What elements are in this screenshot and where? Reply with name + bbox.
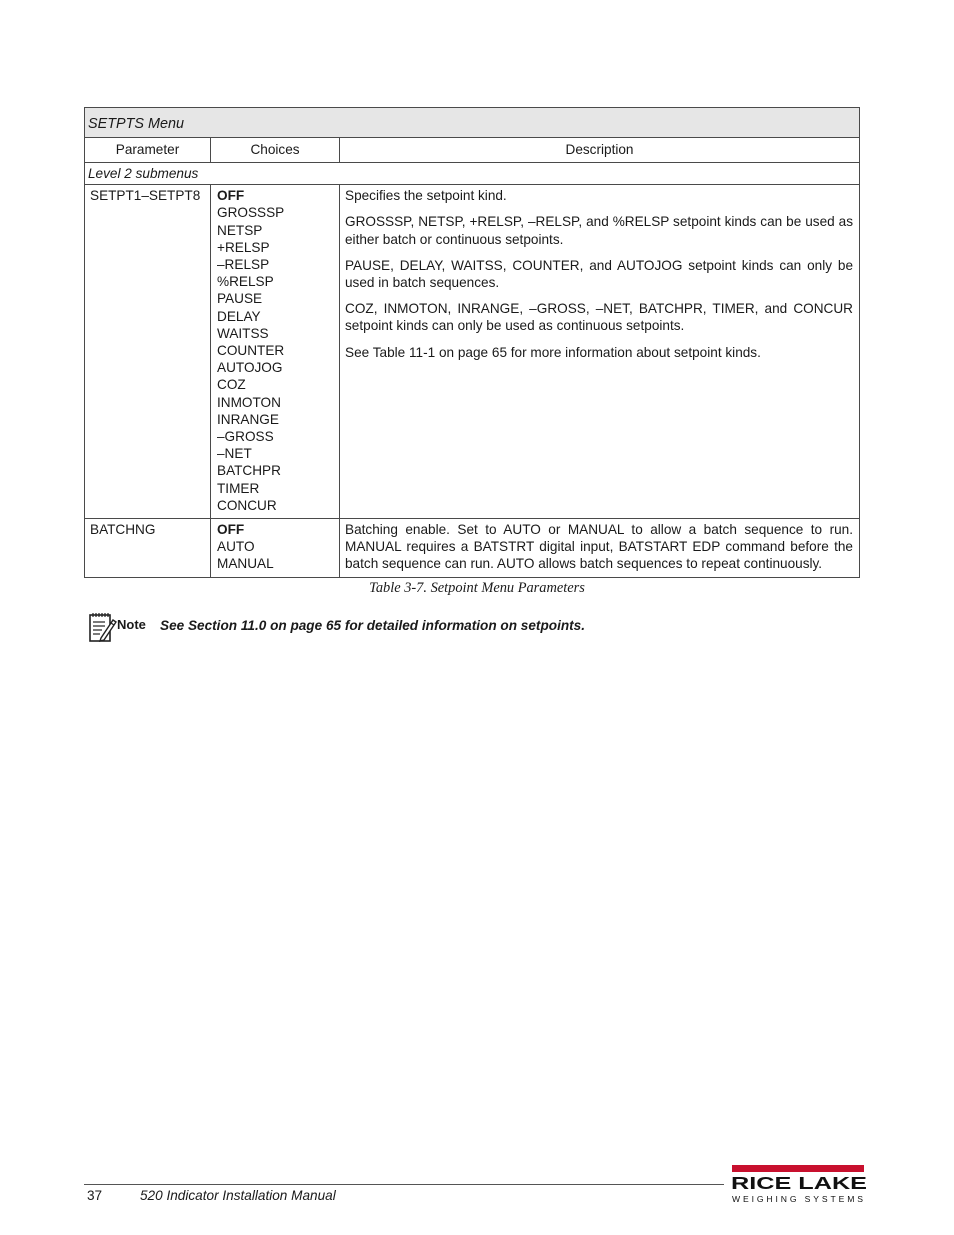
choice-item: NETSP <box>217 222 263 238</box>
choice-item: GROSSSP <box>217 205 285 221</box>
choice-item: +RELSP <box>217 239 270 255</box>
description-paragraph: COZ, INMOTON, INRANGE, –GROSS, –NET, BATCHPR, TIMER, and CONCUR setpoint kinds can only be used as continuous setpoints. <box>345 301 853 334</box>
choice-item: –NET <box>217 446 252 462</box>
description-paragraph: See Table 11-1 on page 65 for more information about setpoint kinds. <box>345 344 761 360</box>
choice-item: MANUAL <box>217 556 274 572</box>
note-pad-icon <box>88 611 118 643</box>
choice-item: INMOTON <box>217 394 281 410</box>
table-row <box>85 519 860 578</box>
choice-item: PAUSE <box>217 291 263 307</box>
choice-item: BATCHPR <box>217 463 281 479</box>
choice-item: COUNTER <box>217 343 285 359</box>
parameter-cell: BATCHNG <box>85 519 211 578</box>
subheading-row <box>85 163 860 185</box>
header-description: Description <box>340 138 860 163</box>
default-choice: OFF <box>217 188 245 204</box>
table-title-row <box>85 108 860 138</box>
description-paragraph: Specifies the setpoint kind. <box>345 188 507 204</box>
description-cell <box>340 185 860 519</box>
choice-item: WAITSS <box>217 325 269 341</box>
header-choices: Choices <box>211 138 340 163</box>
choice-item: –GROSS <box>217 429 274 445</box>
setpts-menu-table <box>84 107 860 578</box>
description-paragraph: GROSSSP, NETSP, +RELSP, –RELSP, and %RELSP setpoint kinds can be used as either batch or continuous setpoints. <box>345 214 853 247</box>
table-caption: Table 3-7. Setpoint Menu Parameters <box>369 580 585 596</box>
description-paragraph: PAUSE, DELAY, WAITSS, COUNTER, and AUTOJOG setpoint kinds can only be used in batch sequences. <box>345 257 853 291</box>
note-text: See Section 11.0 on page 65 for detailed information on setpoints. <box>160 618 586 633</box>
rice-lake-logo <box>726 1165 871 1207</box>
manual-title: 520 Indicator Installation Manual <box>140 1188 336 1203</box>
description-cell <box>340 519 860 578</box>
choices-cell <box>211 519 340 578</box>
table-header-row <box>85 138 860 163</box>
note-label: Note <box>117 617 146 632</box>
level-2-subheading: Level 2 submenus <box>85 163 860 185</box>
page-number: 37 <box>87 1188 103 1203</box>
default-choice: OFF <box>217 522 245 538</box>
table-row <box>85 185 860 519</box>
table-title: SETPTS Menu <box>85 108 860 138</box>
choice-item: –RELSP <box>217 257 270 273</box>
choice-item: AUTO <box>217 539 255 555</box>
logo-wordmark: RICE LAKE <box>731 1173 867 1193</box>
parameter-cell: SETPT1–SETPT8 <box>85 185 211 519</box>
logo-tagline: WEIGHING SYSTEMS <box>732 1194 863 1204</box>
description-paragraph: Batching enable. Set to AUTO or MANUAL to allow a batch sequence to run. MANUAL requires a BATSTRT digital input, BATSTART EDP command before the batch sequence can run. AUTO allows batch sequences to repeat continuously. <box>345 522 853 572</box>
choice-item: INRANGE <box>217 411 279 427</box>
header-parameter: Parameter <box>85 138 211 163</box>
choice-item: TIMER <box>217 480 260 496</box>
choices-cell <box>211 185 340 519</box>
choice-item: %RELSP <box>217 274 274 290</box>
footer-divider <box>84 1184 724 1185</box>
choice-item: CONCUR <box>217 497 277 513</box>
choice-item: DELAY <box>217 308 261 324</box>
choice-item: AUTOJOG <box>217 360 283 376</box>
choice-item: COZ <box>217 377 246 393</box>
